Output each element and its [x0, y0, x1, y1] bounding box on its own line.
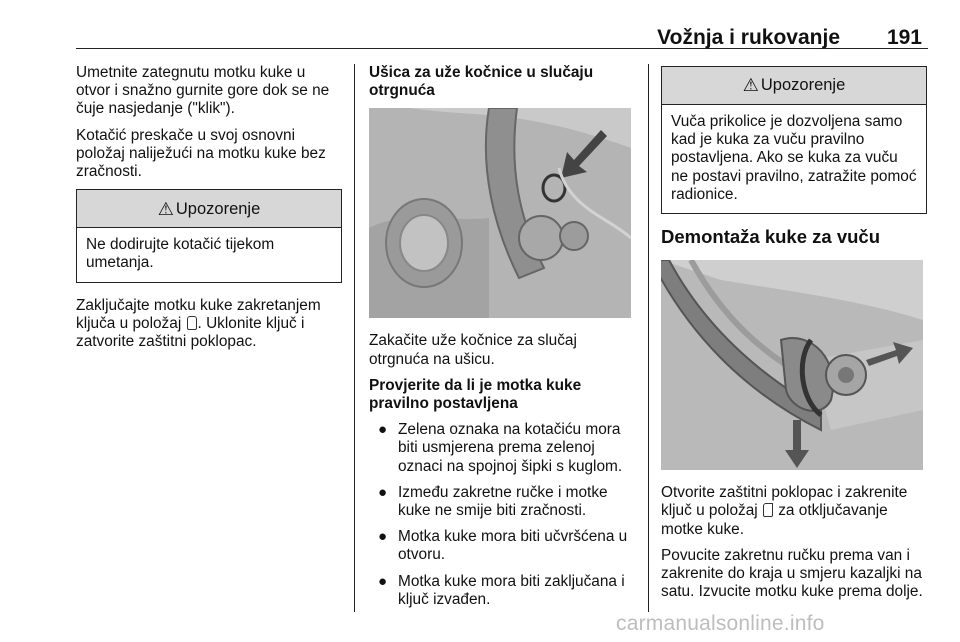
list-item	[369, 573, 637, 609]
subheading: Ušica za uže kočnice u slučaju otrgnuća	[369, 64, 594, 100]
column-divider	[648, 64, 649, 612]
image-caption: Zakačite uže kočnice za slučaj otrgnuća na ušicu.	[369, 332, 577, 368]
warning-text: Vuča prikolice je dozvoljena samo kad je kuka za vuču pravilno postavljena. Ako se kuka za vuču ne postavi pravilno, zatražite pomoć radionice.	[671, 113, 917, 203]
warning-header	[662, 67, 926, 105]
photo-tow-hook-removal	[661, 260, 923, 470]
warning-box	[661, 66, 927, 214]
column-3	[661, 64, 927, 609]
warning-title: Upozorenje	[760, 76, 846, 95]
bullet-dot-icon: ●	[378, 483, 388, 501]
bullet-dot-icon: ●	[378, 421, 388, 439]
paragraph: Povucite zakretnu ručku prema van i zakrenite do kraja u smjeru kazaljki na satu. Izvucite motku kuke prema dolje.	[661, 546, 923, 601]
list-item-text: Zelena oznaka na kotačiću mora biti usmjerena prema zelenoj oznaci na spojnoj šipki s kuglom.	[398, 421, 623, 475]
section-heading: Demontaža kuke za vuču	[661, 226, 880, 248]
chapter-title: Vožnja i rukovanje	[657, 26, 840, 49]
warning-text: Ne dodirujte kotačić tijekom umetanja.	[86, 236, 275, 272]
warning-title: Upozorenje	[175, 199, 261, 218]
column-1	[76, 64, 342, 359]
paragraph: Umetnite zategnutu motku kuke u otvor i snažno gurnite gore dok se ne čuje nasjedanje ("klik").	[76, 64, 330, 118]
warning-box	[76, 189, 342, 282]
watermark: carmanualsonline.info	[616, 612, 825, 635]
text-span: Otvorite zaštitni poklopac i zakrenite ključ u položaj	[661, 484, 908, 520]
bullet-dot-icon: ●	[378, 572, 388, 590]
list-item-text: Između zakretne ručke i motke kuke ne smije biti zračnosti.	[398, 483, 608, 520]
paragraph: Kotačić preskače u svoj osnovni položaj naliježući na motku kuke bez zračnosti.	[76, 126, 326, 181]
text-span: . Uklonite ključ i zatvorite zaštitni poklopac.	[76, 314, 305, 351]
check-list	[369, 421, 637, 609]
column-2	[369, 64, 637, 617]
paragraph	[661, 484, 927, 539]
lock-open-icon	[763, 503, 773, 517]
text-span: Zaključajte motku kuke zakretanjem ključa u položaj	[76, 296, 321, 332]
paragraph	[76, 297, 342, 352]
list-item-text: Motka kuke mora biti učvršćena u otvoru.	[398, 528, 628, 564]
photo-brake-cable-eyelet	[369, 108, 631, 318]
column-divider	[354, 64, 355, 612]
warning-triangle-icon: ⚠	[157, 198, 174, 219]
bullet-dot-icon: ●	[378, 528, 388, 546]
list-item	[369, 484, 637, 520]
text-span: za otključavanje motke kuke.	[661, 502, 888, 538]
warning-header	[77, 190, 341, 228]
page-header	[76, 8, 928, 49]
check-heading: Provjerite da li je motka kuke pravilno postavljena	[369, 376, 582, 413]
list-item-text: Motka kuke mora biti zaključana i ključ izvađen.	[398, 572, 625, 608]
page-number: 191	[886, 26, 922, 49]
list-item	[369, 421, 637, 476]
list-item	[369, 528, 637, 564]
warning-triangle-icon: ⚠	[742, 75, 759, 96]
lock-closed-icon	[187, 316, 197, 330]
